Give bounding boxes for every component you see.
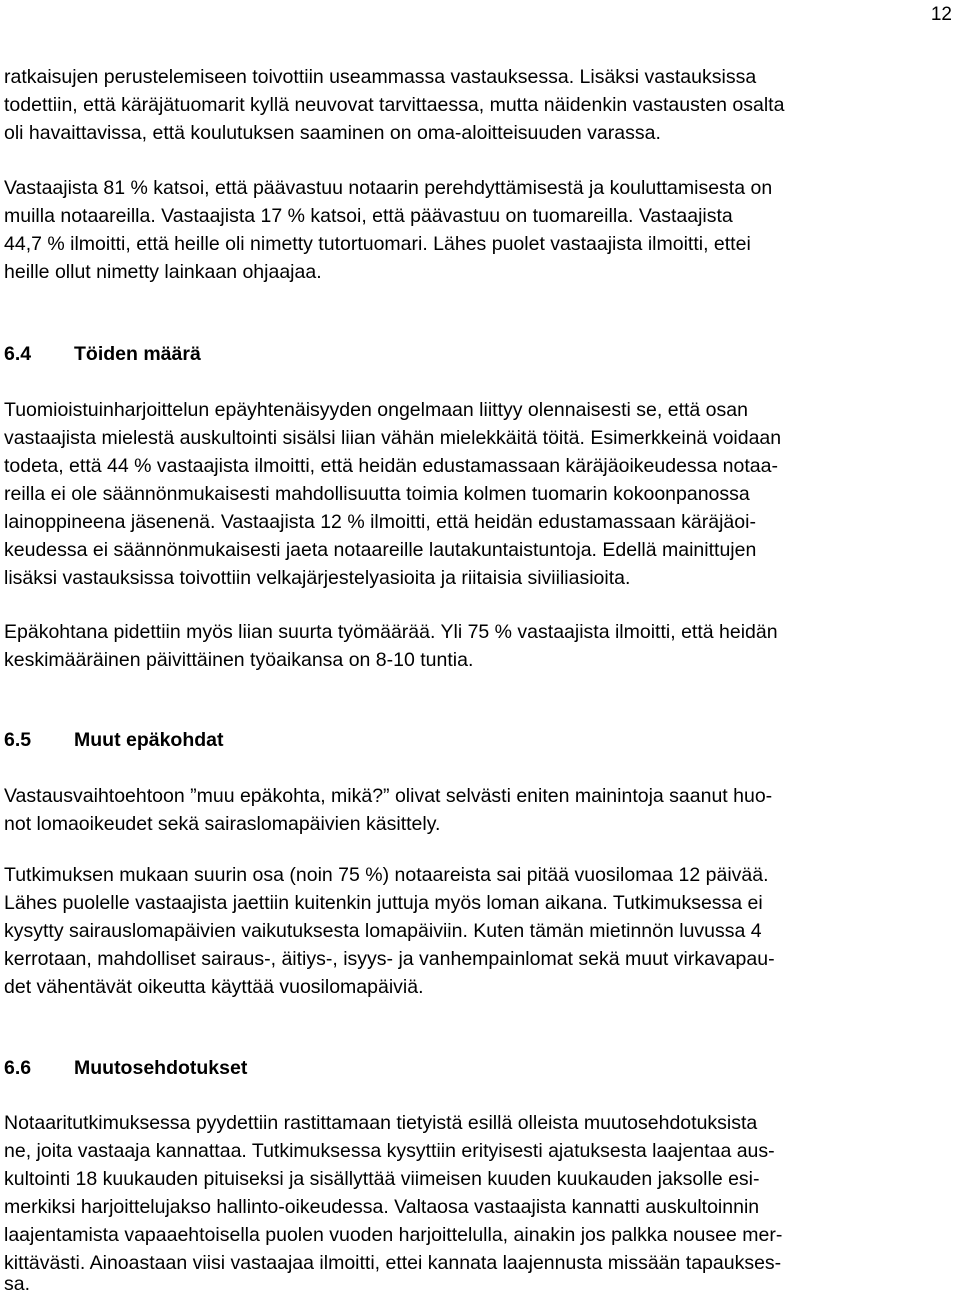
section-number: 6.6: [4, 1057, 32, 1079]
text-line: Notaaritutkimuksessa pyydettiin rastittamaan tietyistä esillä olleista muutosehdotuksista: [4, 1112, 758, 1134]
text-line: lisäksi vastauksissa toivottiin velkajärjestelyasioita ja riitaisia siviiliasioita.: [4, 567, 631, 589]
text-line: ne, joita vastaaja kannattaa. Tutkimuksessa kysyttiin erityisesti ajatuksesta laajentaa aus-: [4, 1140, 775, 1162]
text-line: not lomaoikeudet sekä sairaslomapäivien käsittely.: [4, 813, 441, 835]
text-line: laajentamista vapaaehtoisella puolen vuoden harjoittelulla, ainakin jos palkka nousee mer-: [4, 1224, 783, 1246]
section-heading-6-4: [4, 342, 201, 366]
text-line: todettiin, että käräjätuomarit kyllä neuvovat tarvittaessa, mutta näidenkin vastausten osalta: [4, 94, 785, 116]
text-line: Tutkimuksen mukaan suurin osa (noin 75 %) notaareista sai pitää vuosilomaa 12 päivää.: [4, 864, 769, 886]
section-number: 6.4: [4, 343, 32, 365]
text-line: keskimääräinen päivittäinen työaikansa on 8-10 tuntia.: [4, 649, 474, 671]
text-line: Vastausvaihtoehtoon ”muu epäkohta, mikä?” olivat selvästi eniten mainintoja saanut huo-: [4, 785, 773, 807]
text-line: ratkaisujen perustelemiseen toivottiin useammassa vastauksessa. Lisäksi vastauksissa: [4, 66, 757, 88]
section-title: Muut epäkohdat: [74, 729, 224, 751]
page-number: 12: [930, 4, 952, 25]
text-line: lainoppineena jäsenenä. Vastaajista 12 % ilmoitti, että heidän edustamassaan käräjäoi-: [4, 511, 756, 533]
text-line: oli havaittavissa, että koulutuksen saaminen on oma-aloitteisuuden varassa.: [4, 122, 661, 144]
text-line: sa.: [4, 1273, 31, 1295]
text-line: Vastaajista 81 % katsoi, että päävastuu notaarin perehdyttämisestä ja kouluttamisesta on: [4, 177, 773, 199]
section-number: 6.5: [4, 729, 32, 751]
text-line: heille ollut nimetty lainkaan ohjaajaa.: [4, 261, 322, 283]
text-line: kerrotaan, mahdolliset sairaus-, äitiys-, isyys- ja vanhempainlomat sekä muut virkavapau-: [4, 948, 775, 970]
section-heading-6-6: [4, 1056, 247, 1080]
text-line: todeta, että 44 % vastaajista ilmoitti, että heidän edustamassaan käräjäoikeudessa notaa-: [4, 455, 778, 477]
section-heading-6-5: [4, 728, 224, 752]
text-line: Epäkohtana pidettiin myös liian suurta työmäärää. Yli 75 % vastaajista ilmoitti, että heidän: [4, 621, 778, 643]
text-line: keudessa ei säännönmukaisesti jaeta notaareille lautakuntaistuntoja. Edellä mainittujen: [4, 539, 757, 561]
section-title: Muutosehdotukset: [74, 1057, 248, 1079]
text-line: vastaajista mielestä auskultointi sisälsi liian vähän mielekkäitä töitä. Esimerkkeinä voidaan: [4, 427, 782, 449]
text-line: kittävästi. Ainoastaan viisi vastaajaa ilmoitti, ettei kannata laajennusta missään tapaukses-: [4, 1252, 782, 1274]
text-line: Lähes puolelle vastaajista jaettiin kuitenkin juttuja myös loman aikana. Tutkimuksessa ei: [4, 892, 763, 914]
text-line: reilla ei ole säännönmukaisesti mahdollisuutta toimia kolmen tuomarin kokoonpanossa: [4, 483, 750, 505]
section-title: Töiden määrä: [74, 343, 201, 365]
text-line: kysytty sairauslomapäivien vaikutuksesta lomapäiviin. Kuten tämän mietinnön luvussa 4: [4, 920, 762, 942]
text-line: 44,7 % ilmoitti, että heille oli nimetty tutortuomari. Lähes puolet vastaajista ilmoitti, ettei: [4, 233, 751, 255]
text-line: merkiksi harjoittelujakso hallinto-oikeudessa. Valtaosa vastaajista kannatti auskultoinnin: [4, 1196, 760, 1218]
text-line: kultointi 18 kuukauden pituiseksi ja sisällyttää viimeisen kuuden kuukauden jaksolle esi-: [4, 1168, 760, 1190]
text-line: muilla notaareilla. Vastaajista 17 % katsoi, että päävastuu on tuomareilla. Vastaajista: [4, 205, 733, 227]
text-line: det vähentävät oikeutta käyttää vuosilomapäiviä.: [4, 976, 424, 998]
text-line: Tuomioistuinharjoittelun epäyhtenäisyyden ongelmaan liittyy olennaisesti se, että osan: [4, 399, 748, 421]
